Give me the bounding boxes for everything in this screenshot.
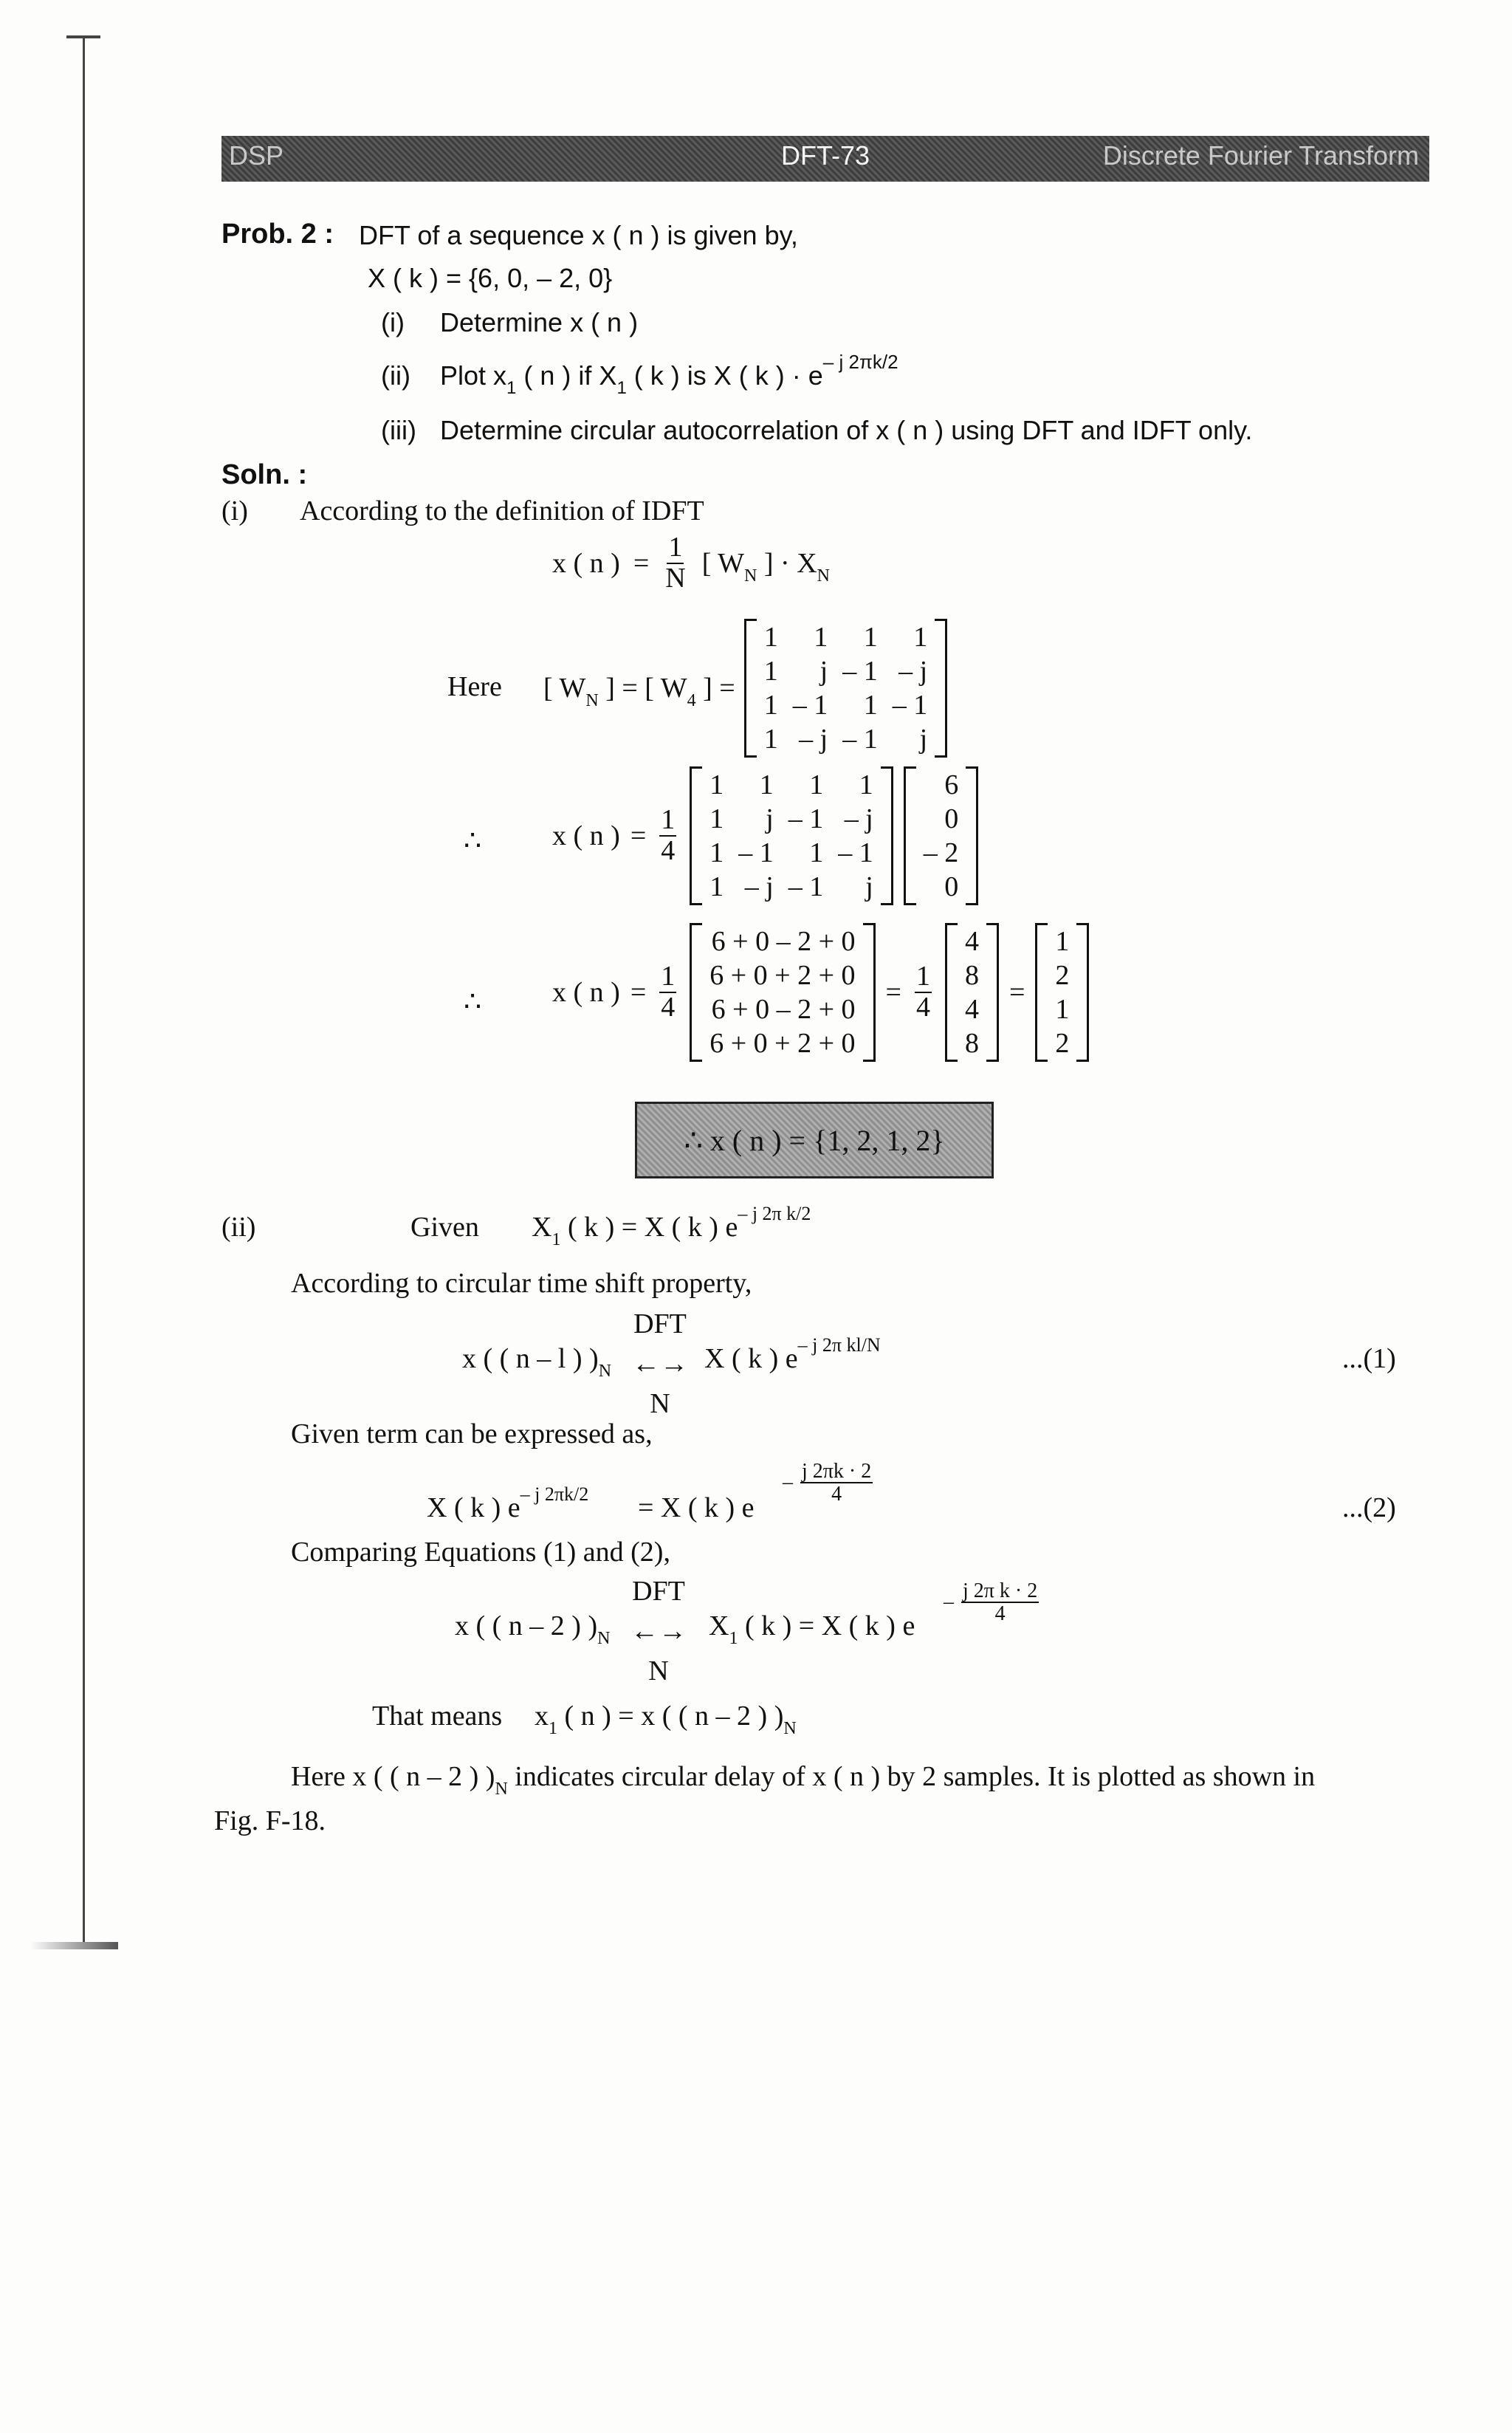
shift-eq-arrow: DFT ←→ N <box>632 1308 688 1419</box>
part-i-text: Determine x ( n ) <box>440 307 639 337</box>
sol-ii-given-eq: $X_1$ ( k ) = X ( k ) $e^{- j 2\pi k/2}$ <box>532 1203 811 1249</box>
header-page-number: DFT-73 <box>780 140 870 171</box>
here-label: Here <box>447 671 502 702</box>
sol-ii-property: According to circular time shift property, <box>291 1268 752 1299</box>
xn-result-equation: x ( n ) = $\frac{1}{4}$ 6 + 0 – 2 + 0 6 + 0 + 2 + 0 6 + 0 – 2 + 0 6 + 0 + 2 + 0 = $\frac{1}{4}$ 4 8 4 8 = 1 2 1 2 <box>552 923 1089 1062</box>
shift-eq-rhs: X ( k ) $e^{- j 2\pi kl/N}$ <box>704 1334 881 1374</box>
problem-given: X ( k ) = {6, 0, – 2, 0} <box>368 263 613 293</box>
result-vector: 1 2 1 2 <box>1035 923 1089 1062</box>
page-header <box>221 136 1429 182</box>
eq1-tag: ...(1) <box>1342 1343 1396 1374</box>
eq2-exponent: – $\frac{j 2\pi k \cdot 2}{4}$ <box>783 1460 872 1506</box>
therefore-2: ∴ <box>464 986 482 1018</box>
shift-eq-lhs: x ( ( n – l ) )$_N$ <box>462 1343 612 1381</box>
part-i-num: (i) <box>381 307 405 337</box>
eq3-exponent: – $\frac{\text{j 2π k · 2}}{4}$ <box>944 1579 1038 1626</box>
problem-label: Prob. 2 : <box>221 219 334 250</box>
eq2-tag: ...(2) <box>1342 1492 1396 1523</box>
eq3-arrow: DFT ←→ N <box>630 1576 687 1686</box>
x-vector: 6 0 – 2 0 <box>904 766 979 905</box>
expressed-text: Given term can be expressed as, <box>291 1418 653 1449</box>
xn-product-equation: x ( n ) = $\frac{1}{4}$ 1 1 1 1 1 j – 1 – j 1 – 1 1 – 1 1 – j – 1 j 6 0 – 2 0 <box>552 766 978 905</box>
sol-ii-given: Given <box>410 1212 479 1243</box>
closing-paragraph: Here x ( ( n – 2 ) )$_N$ indicates circular delay of x ( n ) by 2 samples. It is plotted as shown in <box>291 1761 1316 1799</box>
solution-label: Soln. : <box>221 459 308 490</box>
eq2-lhs: X ( k ) $e^{- j 2\pi k/2}$ <box>427 1483 589 1523</box>
binding-mark-bottom <box>30 1942 118 1949</box>
sol-i-intro: According to the definition of IDFT <box>300 495 704 526</box>
result-box <box>635 1102 994 1178</box>
binding-line <box>83 35 85 1948</box>
closing-paragraph-2: Fig. F-18. <box>214 1805 326 1836</box>
eq3-rhs: $X_1$ ( k ) = X ( k ) e <box>709 1610 915 1648</box>
binding-mark-top <box>66 35 100 38</box>
header-right: Discrete Fourier Transform <box>1102 140 1419 171</box>
part-iii-num: (iii) <box>381 415 416 445</box>
header-left: DSP <box>229 140 284 171</box>
idft-equation: x ( n ) = $\frac{1}{N}$ [ $W_N$ ] · $X_N$ <box>552 532 830 594</box>
part-ii-num: (ii) <box>381 360 410 391</box>
means-text: That means <box>372 1701 503 1732</box>
result-text: ∴ x ( n ) = {1, 2, 1, 2} <box>684 1124 945 1157</box>
compare-text: Comparing Equations (1) and (2), <box>291 1537 670 1568</box>
sol-ii-num: (ii) <box>221 1212 256 1243</box>
w-matrix-equation: [ $W_N$ ] = [ $W_4$ ] = 1 1 1 1 1 j – 1 – j 1 – 1 1 – 1 1 – j – 1 j <box>543 619 947 758</box>
means-eq: $x_1$ ( n ) = x ( ( n – 2 ) )$_N$ <box>535 1701 797 1738</box>
mid-vector: 4 8 4 8 <box>945 923 999 1062</box>
part-ii-text: Plot $x_1$ ( n ) if $X_1$ ( k ) is X ( k ) · $e^{- j 2\pi k/2}$ <box>440 351 898 398</box>
part-iii-text: Determine circular autocorrelation of x ( n ) using DFT and IDFT only. <box>440 415 1253 445</box>
eq3-lhs: x ( ( n – 2 ) )$_N$ <box>455 1610 611 1648</box>
w-matrix: 1 1 1 1 1 j – 1 – j 1 – 1 1 – 1 1 – j – 1 j <box>744 619 948 758</box>
w4-matrix: 1 1 1 1 1 j – 1 – j 1 – 1 1 – 1 1 – j – 1 j <box>690 766 893 905</box>
sum-vector: 6 + 0 – 2 + 0 6 + 0 + 2 + 0 6 + 0 – 2 + 0 6 + 0 + 2 + 0 <box>690 923 875 1062</box>
sol-i-num: (i) <box>221 495 248 526</box>
therefore-1: ∴ <box>464 826 482 857</box>
eq2-rhs: = X ( k ) e <box>638 1492 755 1523</box>
problem-statement: DFT of a sequence x ( n ) is given by, <box>359 220 798 250</box>
